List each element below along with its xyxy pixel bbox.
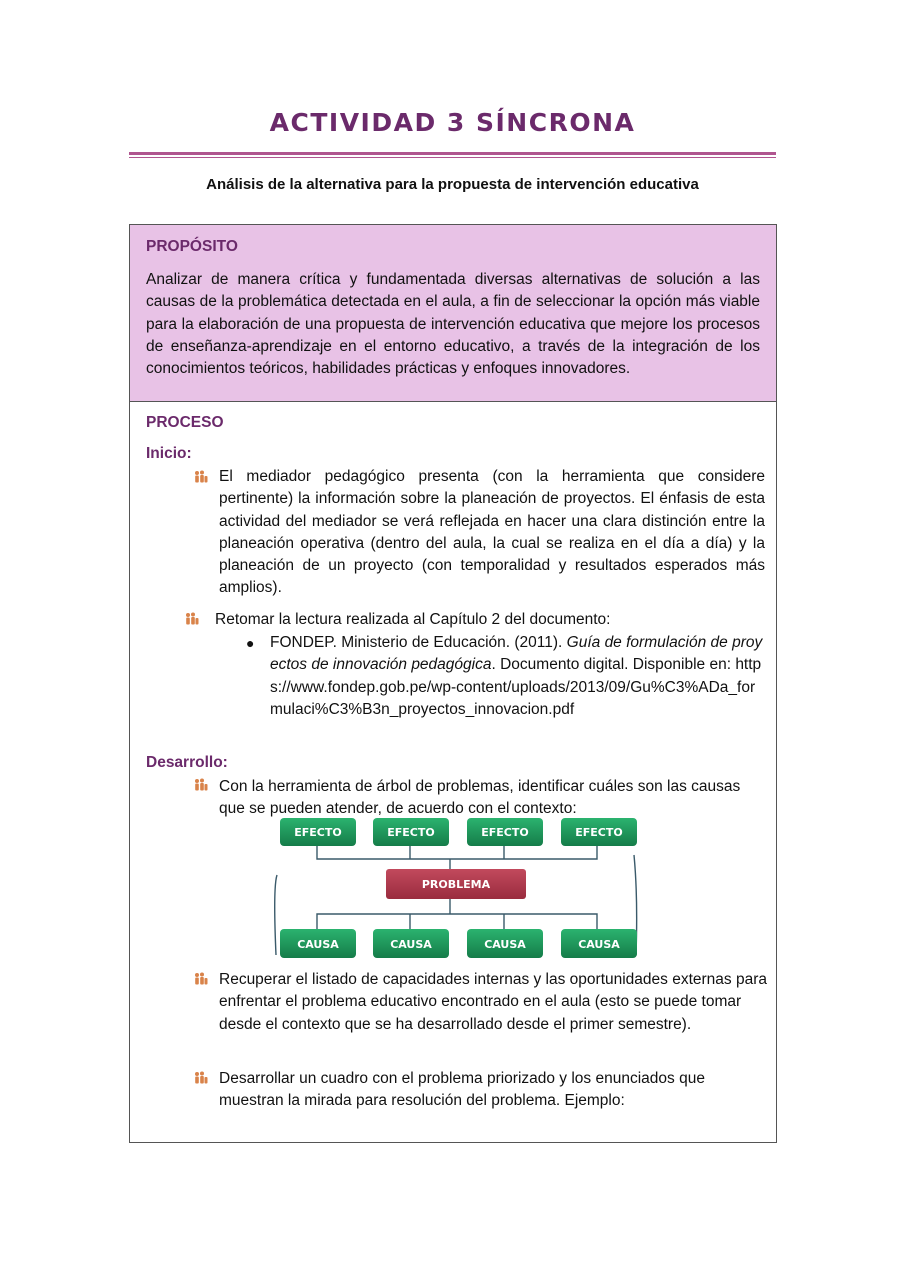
desarrollo-item-1: Con la herramienta de árbol de problemas, identificar cuáles son las causas que se pueden atender, de acuerdo con el contexto: <box>219 778 741 818</box>
inicio-label: Inicio: <box>146 445 192 462</box>
people-bullet-icon <box>193 470 209 484</box>
activity-frame <box>129 224 777 1143</box>
list-bullet-dot: ● <box>246 635 255 651</box>
reference-source: . Documento digital. Disponible en: https://www.fondep.gob.pe/wp-content/uploads/2013/09/Gu%C3%ADa_formulaci%C3%B3n_proyectos_innovacion.pdf <box>270 656 762 718</box>
effect-label: EFECTO <box>294 826 342 839</box>
people-bullet-icon <box>193 778 209 792</box>
effect-label: EFECTO <box>387 826 435 839</box>
purpose-heading: PROPÓSITO <box>146 238 238 255</box>
desarrollo-item-2: Recuperar el listado de capacidades internas y las oportunidades externas para enfrentar el problema educativo encontrado en el aula (esto se puede tomar desde el contexto que se ha desarrollado desde el primer semestre). <box>219 971 768 1033</box>
effect-label: EFECTO <box>481 826 529 839</box>
process-heading: PROCESO <box>146 414 224 431</box>
people-bullet-icon <box>184 612 200 626</box>
problem-label: PROBLEMA <box>421 878 491 891</box>
desarrollo-item-3: Desarrollar un cuadro con el problema priorizado y los enunciados que muestran la mirada para resolución del problema. Ejemplo: <box>219 1070 705 1110</box>
cause-label: CAUSA <box>578 938 620 951</box>
title-rule-thin <box>129 157 776 158</box>
reference-title: Guía de formulación de proyectos de innovación pedagógica <box>270 634 763 674</box>
purpose-text: Analizar de manera crítica y fundamentada diversas alternativas de solución a las causas de la problemática detectada en el aula, a fin de seleccionar la opción más viable para la elaboración de una propuesta de intervención educativa que mejore los procesos de enseñanza-aprendizaje en el entorno educativo, a través de la integración de los conocimientos teóricos, habilidades prácticas y enfoques innovadores. <box>146 271 760 378</box>
cause-label: CAUSA <box>484 938 526 951</box>
title-rule-thick <box>129 152 776 155</box>
page-title: ACTIVIDAD 3 SÍNCRONA <box>269 108 636 137</box>
purpose-section <box>130 225 776 402</box>
people-bullet-icon <box>193 1071 209 1085</box>
reference-authors: FONDEP. Ministerio de Educación. (2011). <box>270 634 567 651</box>
cause-label: CAUSA <box>297 938 339 951</box>
desarrollo-label: Desarrollo: <box>146 754 228 771</box>
effect-label: EFECTO <box>575 826 623 839</box>
cause-label: CAUSA <box>390 938 432 951</box>
inicio-item-2: Retomar la lectura realizada al Capítulo 2 del documento: <box>215 611 611 628</box>
problem-tree-diagram <box>270 817 640 967</box>
inicio-item-1: El mediador pedagógico presenta (con la herramienta que considere pertinente) la información sobre la planeación de proyectos. El énfasis de esta actividad del mediador se verá reflejada en hacer una clara distinción entre la planeación operativa (dentro del aula, la cual se realiza en el día a día) y la planeación de un proyecto (con temporalidad y resultados esperados más amplios). <box>219 468 765 597</box>
page-subtitle: Análisis de la alternativa para la propuesta de intervención educativa <box>206 176 699 193</box>
people-bullet-icon <box>193 972 209 986</box>
reference-citation <box>270 632 764 721</box>
